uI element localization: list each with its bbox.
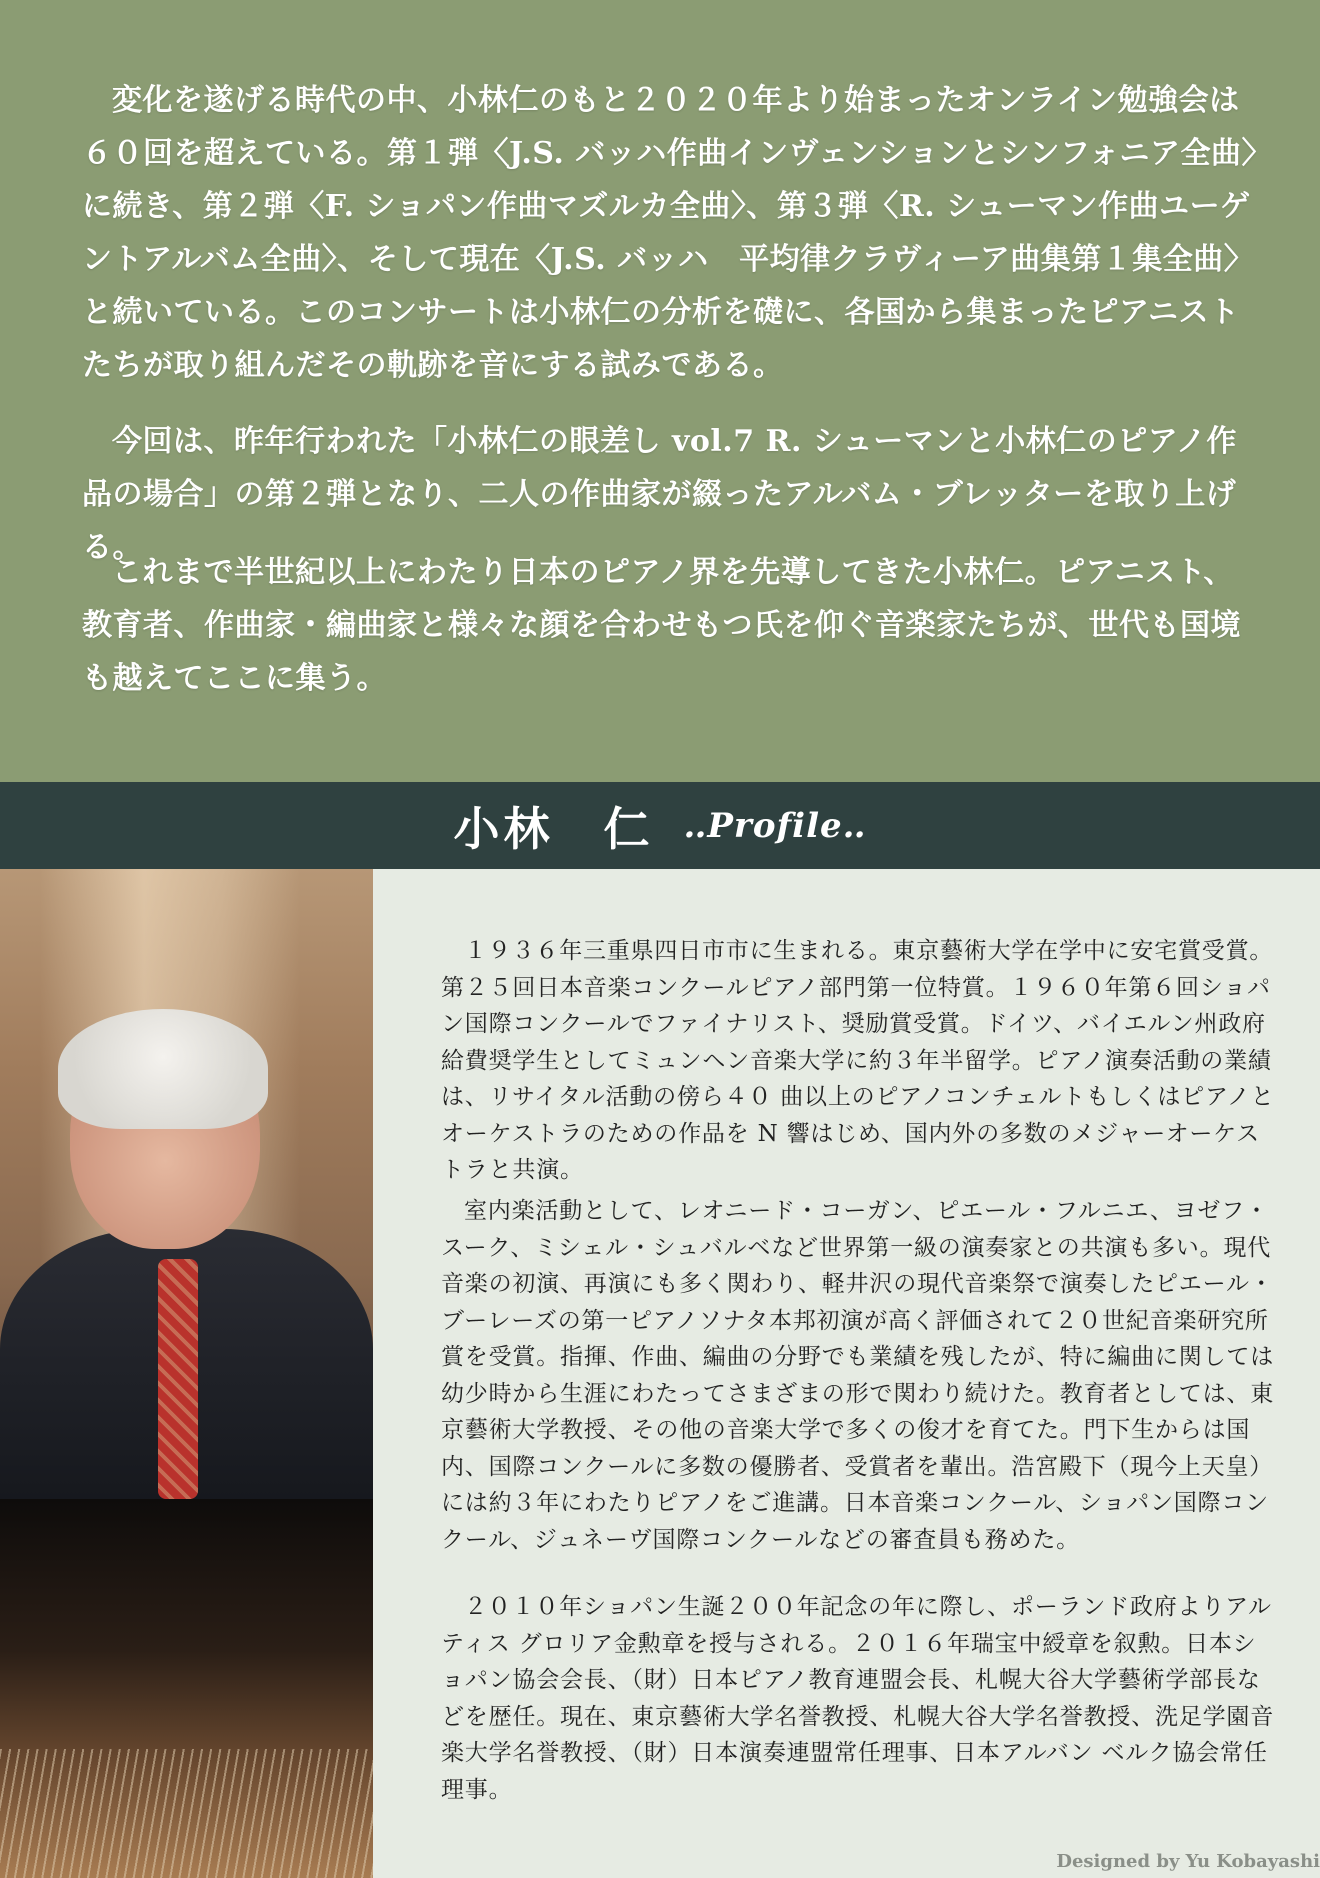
intro-paragraph-2: 今回は、昨年行われた「小林仁の眼差し vol.7 R. シューマンと小林仁のピアノ作品の場合」の第２弾となり、二人の作曲家が綴ったアルバム・ブレッターを取り上げる。 (82, 424, 1237, 565)
intro-paragraph-1: 変化を遂げる時代の中、小林仁のもと２０２０年より始まったオンライン勉強会は６０回を超えている。第１弾〈J.S. バッハ作曲インヴェンションとシンフォニア全曲〉に続き、第２弾〈F. ショパン作曲マズルカ全曲〉、第３弾〈R. シューマン作曲ユーゲントアルバム全曲〉、そして現在〈J.S. バッハ 平均律クラヴィーア曲集第１集全曲〉と続いている。このコンサートは小林仁の分析を礎に、各国から集まったピアニストたちが取り組んだその軌跡を音にする試みである。 (82, 83, 1257, 383)
artist-name: 小林 仁 (453, 801, 654, 856)
photo-hair (58, 1009, 268, 1129)
photo-piano-strings (0, 1749, 373, 1878)
biography-section (373, 869, 1320, 1878)
bio-paragraph-2: 室内楽活動として、レオニード・コーガン、ピエール・フルニエ、ヨゼフ・スーク、ミシェル・シュバルベなど世界第一級の演奏家との共演も多い。現代音楽の初演、再演にも多く関わり、軽井沢の現代音楽祭で演奏したピエール・ブーレーズの第一ピアノソナタ本邦初演が高く評価されて２０世紀音楽研究所賞を受賞。指揮、作曲、編曲の分野でも業績を残したが、特に編曲に関しては幼少時から生涯にわたってさまざまの形で関わり続けた。教育者としては、東京藝術大学教授、その他の音楽大学で多くの俊才を育てた。門下生からは国内、国際コンクールに多数の優勝者、受賞者を輩出。浩宮殿下（現今上天皇）には約３年にわたりピアノをご進講。日本音楽コンクール、ショパン国際コンクール、ジュネーヴ国際コンクールなどの審査員も務めた。 (441, 1198, 1274, 1553)
portrait-photo (0, 869, 373, 1878)
profile-banner (0, 782, 1320, 869)
bio-paragraph-3: ２０１０年ショパン生誕２００年記念の年に際し、ポーランド政府よりアルティス グロリア金勲章を授与される。２０１６年瑞宝中綬章を叙勲。日本ショパン協会会長、（財）日本ピアノ教育連盟会長、札幌大谷大学藝術学部長などを歴任。現在、東京藝術大学名誉教授、札幌大谷大学名誉教授、洗足学園音楽大学名誉教授、（財）日本演奏連盟常任理事、日本アルバン ベルク協会常任理事。 (441, 1594, 1274, 1803)
intro-section (0, 0, 1320, 782)
profile-heading: ‥Profile‥ (683, 805, 867, 846)
designer-credit: Designed by Yu Kobayashi (1056, 1851, 1320, 1872)
intro-paragraph-3: これまで半世紀以上にわたり日本のピアノ界を先導してきた小林仁。ピアニスト、教育者、作曲家・編曲家と様々な顔を合わせもつ氏を仰ぐ音楽家たちが、世代も国境も越えてここに集う。 (82, 555, 1241, 696)
bio-paragraph-1: １９３６年三重県四日市市に生まれる。東京藝術大学在学中に安宅賞受賞。第２５回日本音楽コンクールピアノ部門第一位特賞。１９６０年第６回ショパン国際コンクールでファイナリスト、奨励賞受賞。ドイツ、バイエルン州政府給費奨学生としてミュンヘン音楽大学に約３年半留学。ピアノ演奏活動の業績は、リサイタル活動の傍ら４０ 曲以上のピアノコンチェルトもしくはピアノとオーケストラのための作品を N 響はじめ、国内外の多数のメジャーオーケストラと共演。 (441, 938, 1275, 1183)
photo-tie (158, 1259, 198, 1499)
